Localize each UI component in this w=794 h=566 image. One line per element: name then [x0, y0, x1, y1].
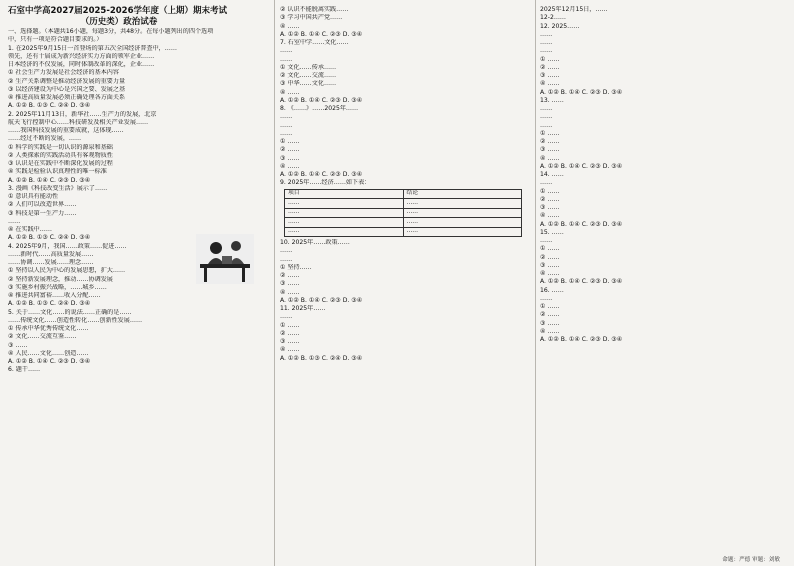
table-row	[285, 208, 522, 218]
text-line: ④ ……	[280, 88, 300, 96]
text-line: 15. ……	[540, 228, 564, 236]
text-line: 14. ……	[540, 171, 564, 178]
text-line: ② 文化……交流互鉴……	[8, 333, 77, 341]
table-cell: ……	[285, 199, 404, 209]
text-line: ……	[540, 47, 553, 55]
column-left-lines	[8, 28, 270, 375]
text-line: ② ……	[540, 195, 560, 203]
column-divider	[274, 0, 275, 566]
text-line: A. ①② B. ①④ C. ②③ D. ③④	[8, 358, 91, 365]
text-line: ……经过不断的发展，……	[8, 135, 82, 143]
text-line: ……	[280, 47, 293, 55]
text-line: ① ……	[540, 187, 560, 195]
text-line: ② ……	[540, 63, 560, 71]
text-line: 一、选择题。（本题共16小题，每题3分，共48分。在每小题列出的四个选项	[8, 28, 214, 35]
text-line: ……	[540, 105, 553, 112]
text-line: A. ①② B. ①④ C. ②③ D. ③④	[540, 88, 623, 96]
text-line: ① 科学的实践是一切认识的源泉和基础	[8, 143, 113, 151]
text-line: 1. 在2025年9月15日一首登场的第五次全国经济普查中，……	[8, 44, 177, 52]
text-line: ③ 实施乡村振兴战略，……城乡……	[8, 283, 107, 291]
text-line: ……	[280, 121, 293, 129]
text-line: ③ ……	[540, 319, 560, 327]
table-row	[285, 218, 522, 228]
text-line: ④ ……	[280, 346, 300, 354]
column-right	[540, 6, 788, 344]
text-line: ② 人们可以改造世界……	[8, 201, 77, 209]
text-line: ② 认识不能脱离实践……	[280, 6, 349, 13]
text-line: A. ①② B. ①④ C. ②③ D. ③④	[280, 96, 363, 104]
text-line: ① 坚持以人民为中心的发展思想，扩大……	[8, 267, 126, 275]
text-line: ……	[540, 179, 553, 187]
table-cell: ……	[403, 208, 522, 218]
table-header: 项目	[285, 189, 404, 199]
text-line: A. ①② B. ①④ C. ②③ D. ③④	[540, 220, 623, 228]
text-line: ④ ……	[280, 162, 300, 170]
text-line: ① ……	[540, 245, 560, 253]
text-line: ① ……	[540, 55, 560, 63]
text-line: 2. 2025年11月13日，新华社……生产力的发展，北京	[8, 110, 157, 118]
text-line: ② 文化……交流……	[280, 72, 337, 79]
text-line: ……	[8, 217, 21, 225]
exam-footer: 命题：严德 审题：刘敏	[722, 557, 780, 563]
text-line: 7. 石室中学……文化……	[280, 39, 349, 46]
text-line: ③ 中华……文化……	[280, 80, 337, 88]
text-line: ② ……	[280, 146, 300, 154]
text-line: 8. 《……》……2025年……	[280, 105, 359, 112]
text-line: ……新时代……高质量发展……	[8, 250, 94, 258]
text-line: ……协调……发展……理念……	[8, 259, 94, 266]
text-line: ……	[280, 113, 293, 121]
text-line: A. ①② B. ①④ C. ②③ D. ③④	[540, 162, 623, 170]
text-line: ……	[540, 113, 553, 121]
text-line: 3. 漫画《科技改变生活》展示了……	[8, 184, 108, 192]
text-line: ……我国科技发展的重要成就，这体现……	[8, 127, 124, 134]
text-line: A. ①② B. ①③ C. ②④ D. ③④	[280, 354, 363, 362]
text-line: ……	[540, 30, 553, 38]
text-line: 航天飞行控制中心……科技研发及相关产业发展……	[8, 118, 149, 126]
column-right-lines	[540, 6, 788, 344]
text-line: ① 意识具有能动性	[8, 193, 59, 200]
text-line: 5. 关于……文化……的说法……正确的是……	[8, 308, 132, 316]
text-line: ② ……	[280, 329, 300, 337]
text-line: ① ……	[280, 138, 300, 145]
text-line: ② ……	[280, 272, 300, 279]
data-table	[284, 189, 522, 238]
table-cell: ……	[285, 208, 404, 218]
text-line: ③ 学习中国共产党……	[280, 14, 343, 22]
text-line: ④ ……	[540, 154, 560, 162]
table-row	[285, 227, 522, 237]
text-line: ③ ……	[280, 280, 300, 288]
text-line: ……	[280, 55, 293, 63]
text-line: ③ ……	[280, 154, 300, 162]
text-line: 11. 2025年……	[280, 305, 326, 312]
text-line: ……	[540, 121, 553, 129]
text-line: ③ ……	[540, 204, 560, 211]
text-line: ④ 在实践中……	[8, 226, 52, 233]
text-line: ④ ……	[540, 212, 560, 220]
column-left	[8, 6, 270, 375]
text-line: ……	[280, 247, 293, 255]
text-line: ① ……	[540, 129, 560, 137]
text-line: A. ①② B. ①④ C. ②③ D. ③④	[280, 296, 363, 304]
text-line: ……	[540, 294, 553, 302]
text-line: ③ ……	[540, 261, 560, 269]
text-line: 2025年12月15日，……	[540, 6, 608, 13]
text-line: 4. 2025年9月，我国……政策……促进……	[8, 242, 127, 250]
column-middle-lines-bottom	[280, 239, 532, 363]
text-line: ② ……	[540, 138, 560, 145]
text-line: ……	[280, 313, 293, 321]
text-line: 13. ……	[540, 96, 564, 104]
table-cell: ……	[403, 199, 522, 209]
text-line: ② 生产关系调整是推动经济发展的重要力量	[8, 77, 126, 85]
text-line: ……	[540, 39, 553, 46]
text-line: 9. 2025年……经济……如下表：	[280, 179, 371, 187]
text-line: ① 传承中华优秀传统文化……	[8, 325, 89, 332]
text-line: ① ……	[280, 321, 300, 329]
table-cell: ……	[403, 227, 522, 237]
text-line: ① 文化……传承……	[280, 63, 337, 71]
text-line: ④ 推进共同富裕……收入分配……	[8, 292, 101, 299]
column-divider	[535, 0, 536, 566]
text-line: A. ①② B. ①④ C. ②③ D. ③④	[540, 336, 623, 343]
text-line: ④ ……	[280, 288, 300, 296]
text-line: ④ 人民……文化……创造……	[8, 349, 89, 357]
column-middle	[280, 6, 532, 363]
text-line: ③ 科技是第一生产力……	[8, 209, 77, 217]
text-line: A. ①② B. ①④ C. ②③ D. ③④	[280, 171, 363, 178]
text-line: 16. ……	[540, 286, 564, 294]
text-line: ① 坚持……	[280, 263, 312, 271]
text-line: ……传统文化……创造性转化……创新性发展……	[8, 316, 143, 324]
text-line: ③ ……	[540, 146, 560, 154]
table-row	[285, 199, 522, 209]
text-line: ④ 实践是检验认识真理性的唯一标准	[8, 168, 107, 176]
text-line: ② ……	[540, 253, 560, 261]
text-line: A. ①② B. ①④ C. ②③ D. ③④	[280, 30, 363, 38]
table-cell: ……	[285, 227, 404, 237]
text-line: ……	[280, 255, 293, 263]
text-line: ① 社会生产力发展是社会经济的基本内容	[8, 69, 119, 77]
text-line: 10. 2025年……政策……	[280, 239, 350, 246]
text-line: ② 人类探索的实践活动具有客观物质性	[8, 151, 113, 159]
text-line: 12-2……	[540, 14, 567, 22]
text-line: 中，只有一项是符合题目要求的。）	[8, 36, 103, 44]
text-line: ③ 以经济建设为中心是兴国之要、发展之基	[8, 85, 126, 93]
text-line: A. ①② B. ①④ C. ②③ D. ③④	[540, 278, 623, 286]
cartoon-illustration	[196, 234, 254, 284]
text-line: ③ ……	[8, 341, 28, 349]
text-line: ③ ……	[280, 338, 300, 345]
text-line: ……	[280, 129, 293, 137]
text-line: A. ①② B. ①③ C. ②④ D. ③④	[8, 300, 91, 308]
table-cell: ……	[403, 218, 522, 228]
text-line: A. ①② B. ①④ C. ②③ D. ③④	[8, 176, 91, 184]
text-line: ④ ……	[540, 327, 560, 335]
text-line: ④ ……	[540, 270, 560, 277]
text-line: ③ 认识是在实践中不断深化发展的过程	[8, 160, 113, 167]
text-line: A. ①② B. ①③ C. ②④ D. ③④	[8, 234, 91, 242]
exam-title: 石室中学高2027届2025-2026学年度（上期）期末考试	[8, 6, 228, 16]
text-line: ② 坚持新发展理念，推动……协调发展	[8, 275, 113, 283]
text-line: ② ……	[540, 311, 560, 319]
text-line: ① ……	[540, 303, 560, 310]
text-line: 日本经济的不仅发展，同时体制改革的深化，企业……	[8, 61, 155, 68]
exam-subtitle: （历史类）政治试卷	[80, 17, 158, 27]
text-line: A. ①② B. ①③ C. ②④ D. ③④	[8, 102, 91, 110]
table-header: 结论	[403, 189, 522, 199]
column-middle-lines-top	[280, 6, 532, 188]
text-line: ④ ……	[540, 80, 560, 88]
text-line: ……	[540, 237, 553, 244]
text-line: ④ ……	[280, 22, 300, 30]
text-line: ④ 推进高质量发展必须正确处理各方面关系	[8, 94, 126, 101]
text-line: ③ ……	[540, 72, 560, 79]
table-cell: ……	[285, 218, 404, 228]
text-line: 6. 题干……	[8, 366, 41, 374]
text-line: 领先，还有十届成为新兴经济实力方面的领军企业……	[8, 52, 155, 60]
text-line: 12. 2025……	[540, 22, 580, 30]
